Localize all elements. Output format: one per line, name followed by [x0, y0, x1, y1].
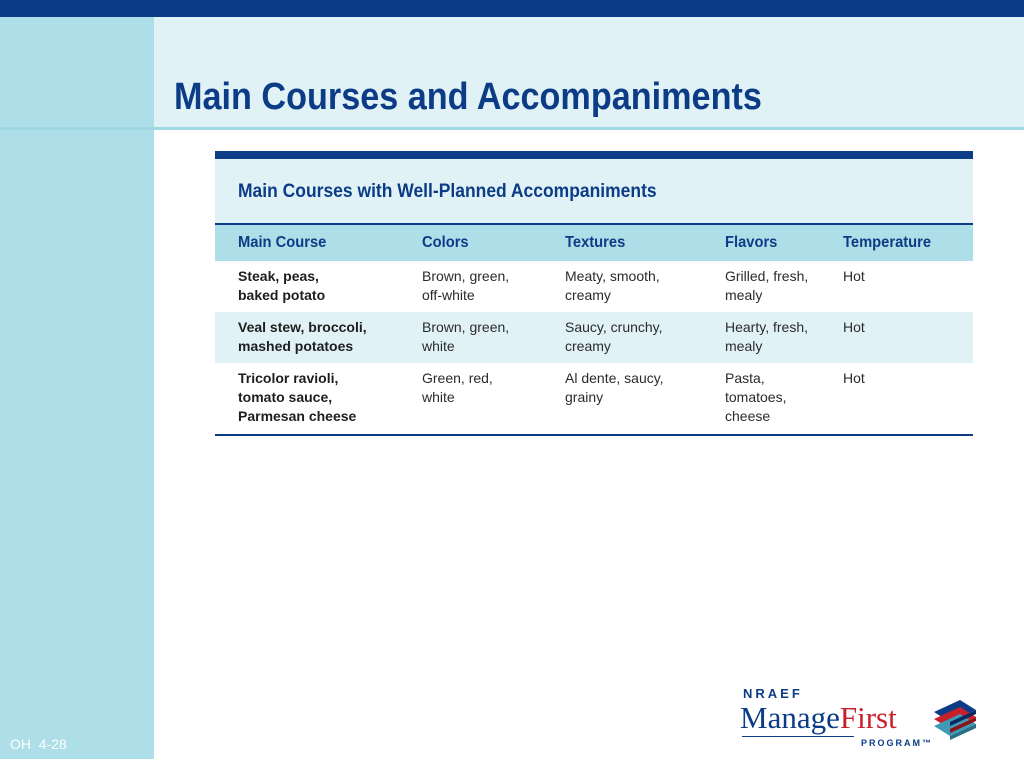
flavors-cell: Hearty, fresh, mealy [702, 312, 820, 363]
flavors-cell: Grilled, fresh, mealy [725, 268, 809, 303]
logo-org-text: NRAEF [743, 686, 803, 701]
table-top-rule [215, 151, 973, 159]
textures-cell: Meaty, smooth, creamy [565, 268, 660, 303]
main-course-cell: Tricolor ravioli, tomato sauce, Parmesan cheese [215, 363, 399, 435]
stacked-ribbons-logo-icon [930, 696, 980, 740]
table-row [215, 261, 973, 312]
column-header-colors: Colors [399, 225, 542, 261]
column-header-textures: Textures [542, 225, 702, 261]
top-bar [0, 0, 1024, 17]
temperature-cell: Hot [820, 363, 973, 435]
table-caption: Main Courses with Well-Planned Accompaniments [215, 159, 973, 225]
column-header-main-course: Main Course [215, 225, 399, 261]
slide-number: OH 4-28 [10, 736, 67, 752]
column-header-flavors: Flavors [702, 225, 820, 261]
table-row [215, 312, 973, 363]
temperature-cell: Hot [820, 312, 973, 363]
colors-cell: Green, red, white [399, 363, 542, 435]
textures-cell: Al dente, saucy, grainy [542, 363, 702, 435]
temperature-cell: Hot [843, 268, 865, 284]
logo-wordmark-manage: Manage [740, 700, 840, 735]
colors-cell: Brown, green, white [399, 312, 542, 363]
logo-wordmark-first: First [839, 700, 897, 735]
title-divider [0, 127, 1024, 130]
column-header-temperature: Temperature [820, 225, 973, 261]
colors-cell: Brown, green, off-white [422, 268, 510, 303]
logo-wordmark [740, 700, 897, 736]
accompaniments-table [215, 225, 973, 436]
table-header-row [215, 225, 973, 261]
accompaniments-table-panel [215, 151, 973, 436]
main-course-cell: Steak, peas, baked potato [238, 268, 326, 303]
flavors-cell: Pasta, tomatoes, cheese [702, 363, 820, 435]
logo-underline [742, 736, 854, 737]
textures-cell: Saucy, crunchy, creamy [542, 312, 702, 363]
table-row [215, 363, 973, 435]
slide-title: Main Courses and Accompaniments [174, 76, 762, 118]
logo-program-text: PROGRAM™ [861, 738, 933, 748]
main-course-cell: Veal stew, broccoli, mashed potatoes [215, 312, 399, 363]
managefirst-logo [740, 686, 985, 752]
